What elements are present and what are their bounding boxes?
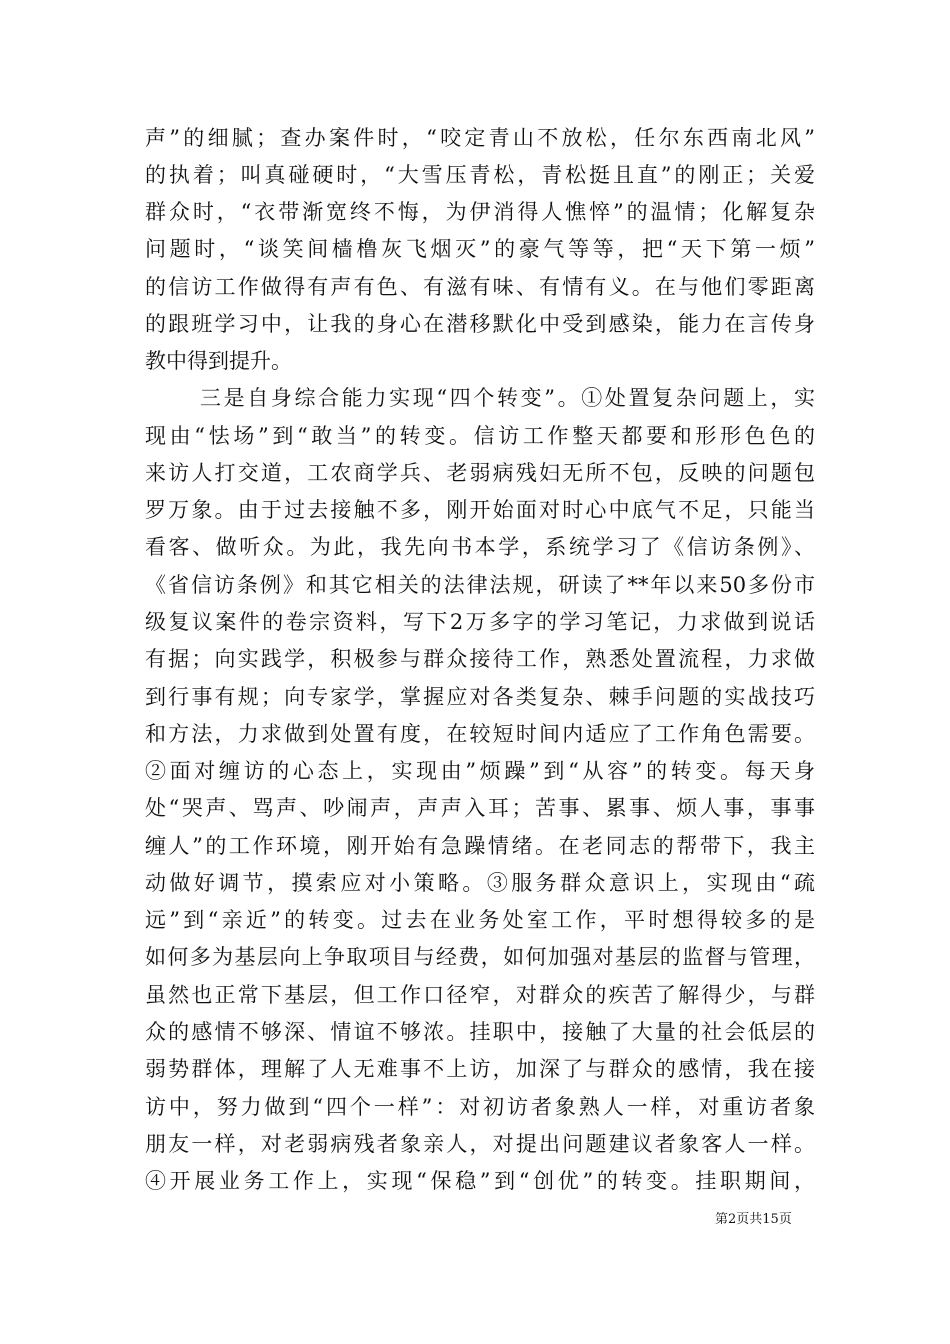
body-text-line: 朋友一样，对老弱病残者象亲人，对提出问题建议者象客人一样。 [145, 1132, 815, 1156]
page-number: 第2页共15页 [715, 1212, 792, 1227]
body-text-line: 访中，努力做到“四个一样”：对初访者象熟人一样，对重访者象 [145, 1095, 815, 1119]
body-text-line: 弱势群体，理解了人无难事不上访，加深了与群众的感情，我在接 [145, 1057, 815, 1081]
body-text-line: 的执着；叫真碰硬时，“大雪压青松，青松挺且直”的刚正；关爱 [145, 163, 815, 187]
body-text-line: 群众时，“衣带渐宽终不悔，为伊消得人憔悴”的温情；化解复杂 [145, 200, 815, 224]
body-text-line: 的信访工作做得有声有色、有滋有味、有情有义。在与他们零距离 [145, 275, 815, 299]
body-text-line: 级复议案件的卷宗资料，写下2万多字的学习笔记，力求做到说话 [145, 610, 815, 634]
body-text-line: 到行事有规；向专家学，掌握应对各类复杂、棘手问题的实战技巧 [145, 685, 815, 709]
body-text-line: 的跟班学习中，让我的身心在潜移默化中受到感染，能力在言传身 [145, 312, 815, 336]
body-text-line: 有据；向实践学，积极参与群众接待工作，熟悉处置流程，力求做 [145, 647, 815, 671]
body-text-line: 远”到“亲近”的转变。过去在业务处室工作，平时想得较多的是 [145, 908, 815, 932]
body-text-line: 来访人打交道，工农商学兵、老弱病残妇无所不包，反映的问题包 [145, 461, 815, 485]
body-text-line: 问题时，“谈笑间樯橹灰飞烟灭”的豪气等等，把“天下第一烦” [145, 237, 815, 261]
body-text-line: ②面对缠访的心态上，实现由”烦躁”到“从容”的转变。每天身 [145, 759, 815, 783]
body-text-line: 如何多为基层向上争取项目与经费，如何加强对基层的监督与管理， [145, 945, 815, 969]
body-text-line: 众的感情不够深、情谊不够浓。挂职中，接触了大量的社会低层的 [145, 1020, 815, 1044]
body-text-line: 现由“怯场”到“敢当”的转变。信访工作整天都要和形形色色的 [145, 424, 815, 448]
body-text-line: 《省信访条例》和其它相关的法律法规，研读了**年以来50多份市 [145, 573, 815, 597]
body-text-line: 缠人”的工作环境，刚开始有急躁情绪。在老同志的帮带下，我主 [145, 834, 815, 858]
body-text-line: 虽然也正常下基层，但工作口径窄，对群众的疾苦了解得少，与群 [145, 983, 815, 1007]
body-text-line: 声”的细腻；查办案件时，“咬定青山不放松，任尔东西南北风” [145, 126, 815, 150]
body-text-line: 动做好调节，摸索应对小策略。③服务群众意识上，实现由“疏 [145, 871, 815, 895]
paragraph-first-line: 三是自身综合能力实现“四个转变”。①处置复杂问题上，实 [200, 386, 815, 410]
body-text-line: ④开展业务工作上，实现“保稳”到“创优”的转变。挂职期间， [145, 1169, 815, 1193]
body-text-line: 处“哭声、骂声、吵闹声，声声入耳；苦事、累事、烦人事，事事 [145, 796, 815, 820]
body-text-line: 和方法，力求做到处置有度，在较短时间内适应了工作角色需要。 [145, 722, 815, 746]
body-text-line: 罗万象。由于过去接触不多，刚开始面对时心中底气不足，只能当 [145, 498, 815, 522]
body-text-line: 教中得到提升。 [145, 349, 292, 373]
body-text-line: 看客、做听众。为此，我先向书本学，系统学习了《信访条例》、 [145, 535, 815, 559]
